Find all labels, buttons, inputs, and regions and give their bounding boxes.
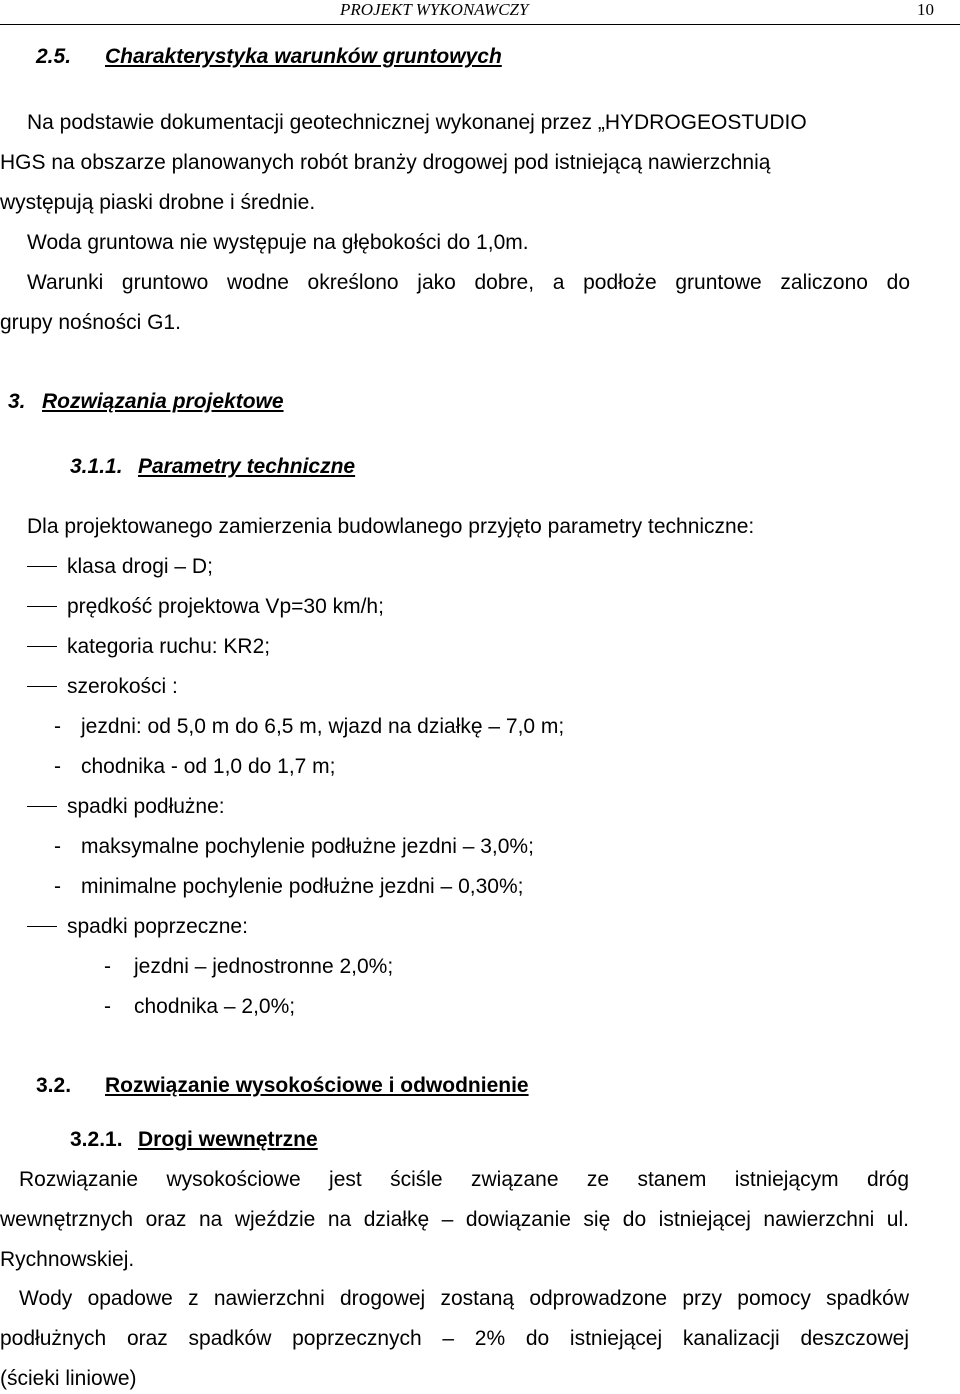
sub-bullet-hyphen: - xyxy=(54,715,61,738)
bullet-dash xyxy=(27,686,57,687)
sub-bullet-max-slope: maksymalne pochylenie podłużne jezdni – 3,0%; xyxy=(81,835,534,858)
parameters-intro: Dla projektowanego zamierzenia budowlanego przyjęto parametry techniczne: xyxy=(27,515,755,538)
paragraph-2: Woda gruntowa nie występuje na głębokości do 1,0m. xyxy=(27,231,529,254)
bullet-design-speed: prędkość projektowa Vp=30 km/h; xyxy=(67,595,384,618)
bullet-dash xyxy=(27,566,57,567)
paragraph-4-line-3: Rychnowskiej. xyxy=(0,1248,135,1271)
paragraph-5-line-3: (ścieki liniowe) xyxy=(0,1367,137,1390)
sub-bullet-roadway-cross-slope: jezdni – jednostronne 2,0%; xyxy=(134,955,394,978)
bullet-widths: szerokości : xyxy=(67,675,178,698)
page-number: 10 xyxy=(917,0,934,19)
section-3-1-1-title: Parametry techniczne xyxy=(138,455,356,478)
paragraph-3-line-2: grupy nośności G1. xyxy=(0,311,181,334)
section-2-5-title: Charakterystyka warunków gruntowych xyxy=(105,45,502,68)
section-3-2-1-number: 3.2.1. xyxy=(70,1128,123,1151)
sub-bullet-hyphen: - xyxy=(54,875,61,898)
paragraph-1-line-1: Na podstawie dokumentacji geotechnicznej wykonanej przez „HYDROGEOSTUDIO xyxy=(27,111,807,134)
paragraph-4-line-2: wewnętrznych oraz na wjeździe na działkę – dowiązanie się do istniejącej nawierzchni ul. xyxy=(0,1208,909,1231)
section-3-2-number: 3.2. xyxy=(36,1074,72,1097)
section-3-1-1-number: 3.1.1. xyxy=(70,455,123,478)
sub-bullet-roadway-width: jezdni: od 5,0 m do 6,5 m, wjazd na działkę – 7,0 m; xyxy=(81,715,565,738)
section-3-number: 3. xyxy=(8,390,26,413)
section-2-5-number: 2.5. xyxy=(36,45,72,68)
paragraph-3-line-1: Warunki gruntowo wodne określono jako dobre, a podłoże gruntowe zaliczono do xyxy=(27,271,910,294)
bullet-dash xyxy=(27,646,57,647)
section-3-title: Rozwiązania projektowe xyxy=(42,390,284,413)
paragraph-1-line-3: występują piaski drobne i średnie. xyxy=(0,191,316,214)
sub-bullet-hyphen: - xyxy=(104,955,111,978)
header-rule xyxy=(0,24,960,25)
bullet-dash xyxy=(27,806,57,807)
sub-bullet-min-slope: minimalne pochylenie podłużne jezdni – 0,30%; xyxy=(81,875,524,898)
section-3-2-1-title: Drogi wewnętrzne xyxy=(138,1128,318,1151)
bullet-traffic-category: kategoria ruchu: KR2; xyxy=(67,635,271,658)
paragraph-5-line-2: podłużnych oraz spadków poprzecznych – 2% do istniejącej kanalizacji deszczowej xyxy=(0,1327,909,1350)
paragraph-5-line-1: Wody opadowe z nawierzchni drogowej zostaną odprowadzone przy pomocy spadków xyxy=(19,1287,909,1310)
document-header-title: PROJEKT WYKONAWCZY xyxy=(340,0,529,19)
sub-bullet-hyphen: - xyxy=(54,755,61,778)
sub-bullet-hyphen: - xyxy=(104,995,111,1018)
paragraph-4-line-1: Rozwiązanie wysokościowe jest ściśle związane ze stanem istniejącym dróg xyxy=(19,1168,909,1191)
sub-bullet-hyphen: - xyxy=(54,835,61,858)
section-3-2-title: Rozwiązanie wysokościowe i odwodnienie xyxy=(105,1074,529,1097)
bullet-longitudinal-slopes: spadki podłużne: xyxy=(67,795,225,818)
bullet-dash xyxy=(27,606,57,607)
paragraph-1-line-2: HGS na obszarze planowanych robót branży drogowej pod istniejącą nawierzchnią xyxy=(0,151,771,174)
bullet-dash xyxy=(27,926,57,927)
sub-bullet-sidewalk-width: chodnika - od 1,0 do 1,7 m; xyxy=(81,755,336,778)
bullet-road-class: klasa drogi – D; xyxy=(67,555,213,578)
bullet-cross-slopes: spadki poprzeczne: xyxy=(67,915,248,938)
sub-bullet-sidewalk-cross-slope: chodnika – 2,0%; xyxy=(134,995,296,1018)
